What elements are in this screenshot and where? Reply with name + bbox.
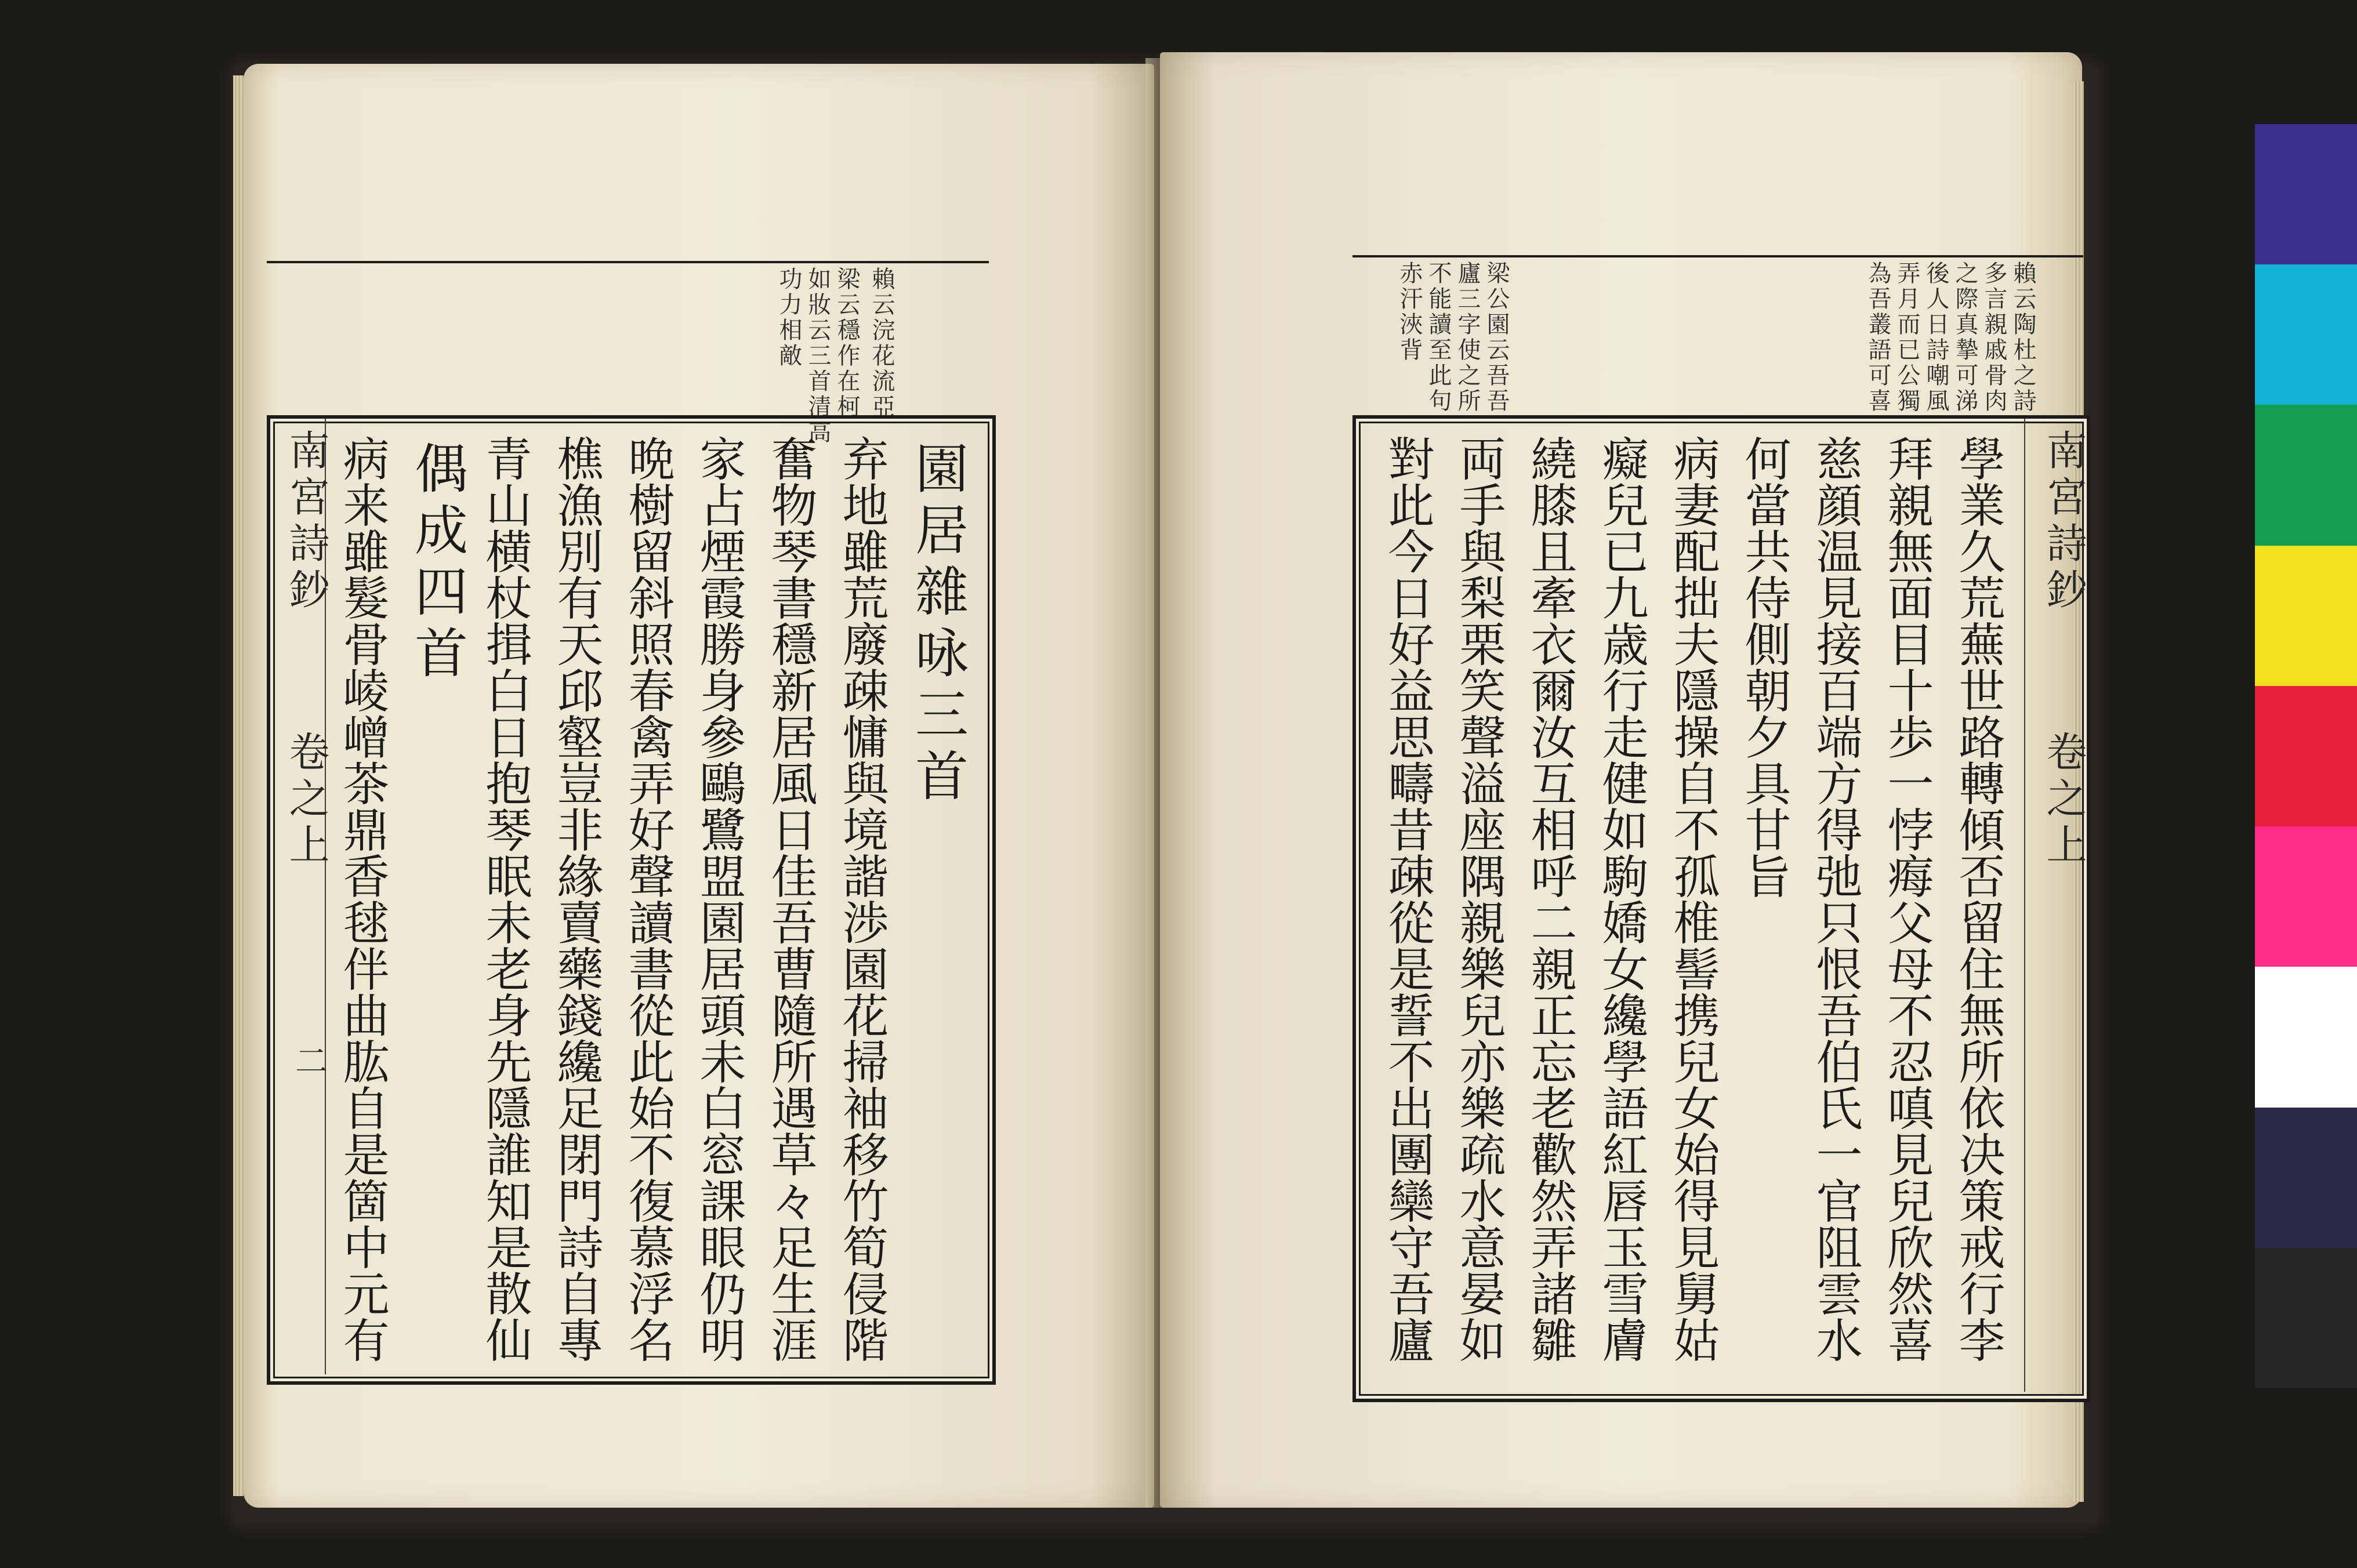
text-column: 對此今日好益思疇昔疎從是誓不出團欒守吾廬 xyxy=(1380,435,1434,1363)
left-upper-rule xyxy=(267,261,989,263)
left-head-note: 功力相敵 xyxy=(775,267,802,369)
calibration-swatch xyxy=(2255,546,2357,686)
calibration-swatch xyxy=(2255,1248,2357,1388)
right-head-note: 賴云陶杜之詩 xyxy=(2010,261,2036,414)
right-margin-volume: 卷之上 xyxy=(2040,731,2087,870)
text-column: 病来雖髮骨崚嶒茶鼎香毬伴曲肱自是箇中元有 xyxy=(335,435,389,1363)
right-head-note: 梁公園云吾吾 xyxy=(1483,261,1510,414)
color-calibration-chart xyxy=(2255,124,2357,1388)
left-margin-title: 南宮詩鈔 xyxy=(282,429,330,615)
text-column: 拜親無面目十歩一悖痗父母不忍嗔見兒欣然喜 xyxy=(1880,435,1934,1363)
left-folio-number: 二 xyxy=(290,1044,328,1076)
left-head-note: 如妝云三首清高 xyxy=(804,267,831,445)
text-column: 奮物琴書穩新居風日佳吾曹隨所遇草々足生涯 xyxy=(763,435,817,1363)
calibration-swatch xyxy=(2255,1108,2357,1248)
text-column: 學業久荒蕪世路轉傾否留住無所依决策戒行李 xyxy=(1951,435,2005,1363)
right-head-note: 廬三字使之所 xyxy=(1454,261,1481,414)
text-column: 両手與梨栗笑聲溢座隅親樂兒亦樂疏水意晏如 xyxy=(1452,435,1506,1363)
right-margin-title: 南宮詩鈔 xyxy=(2040,429,2087,615)
text-column: 晩樹留斜照春禽弄好聲讀書從此始不復慕浮名 xyxy=(621,435,675,1363)
poem-heading: 偶成四首 xyxy=(406,441,468,687)
text-column: 病妻配拙夫隱操自不孤椎髻携兒女始得見舅姑 xyxy=(1666,435,1720,1363)
right-upper-rule xyxy=(1352,255,2083,257)
calibration-swatch xyxy=(2255,826,2357,967)
calibration-swatch xyxy=(2255,686,2357,826)
calibration-swatch xyxy=(2255,967,2357,1107)
right-head-note: 不能讀至此句 xyxy=(1425,261,1452,414)
text-column: 弃地雖荒廢疎慵與境諧渉園花掃袖移竹筍侵階 xyxy=(835,435,889,1363)
right-head-note: 弄月而已公獨 xyxy=(1894,261,1920,414)
right-head-note: 後人日詩嘲風 xyxy=(1923,261,1949,414)
left-margin-volume: 卷之上 xyxy=(282,731,330,870)
text-column: 家占煙霞勝身參鷗鷺盟園居頭未白窓課眼仍明 xyxy=(692,435,746,1363)
calibration-swatch xyxy=(2255,264,2357,405)
right-head-note: 多言親戚骨肉 xyxy=(1981,261,2007,414)
text-column: 樵漁別有天邱壑豈非緣賣藥錢纔足閉門詩自專 xyxy=(549,435,603,1363)
right-head-note: 為吾叢語可喜 xyxy=(1865,261,1891,414)
right-banxin-line xyxy=(2024,419,2025,1392)
calibration-swatch xyxy=(2255,124,2357,264)
text-column: 癡兒已九歳行走健如駒嬌女纔學語紅唇玉雪膚 xyxy=(1594,435,1648,1363)
right-head-note: 之際真摯可涕 xyxy=(1952,261,1978,414)
right-head-note: 赤汗浹背 xyxy=(1396,261,1423,363)
calibration-swatch xyxy=(2255,405,2357,545)
left-head-note: 賴云浣花流亞 xyxy=(868,267,895,420)
text-column: 何當共侍側朝夕具甘旨 xyxy=(1737,435,1791,899)
text-column: 青山横杖揖白日抱琴眠未老身先隱誰知是散仙 xyxy=(478,435,532,1363)
left-page-edge xyxy=(233,75,244,1496)
left-head-note: 梁云穩作在柯 xyxy=(833,267,860,420)
text-column: 繞膝且牽衣爾汝互相呼二親正忘老歡然弄諸雛 xyxy=(1523,435,1577,1363)
text-column: 慈顔温見接百端方得弛只恨吾伯氏一官阻雲水 xyxy=(1808,435,1862,1363)
poem-heading: 園居雜咏三首 xyxy=(906,441,969,810)
